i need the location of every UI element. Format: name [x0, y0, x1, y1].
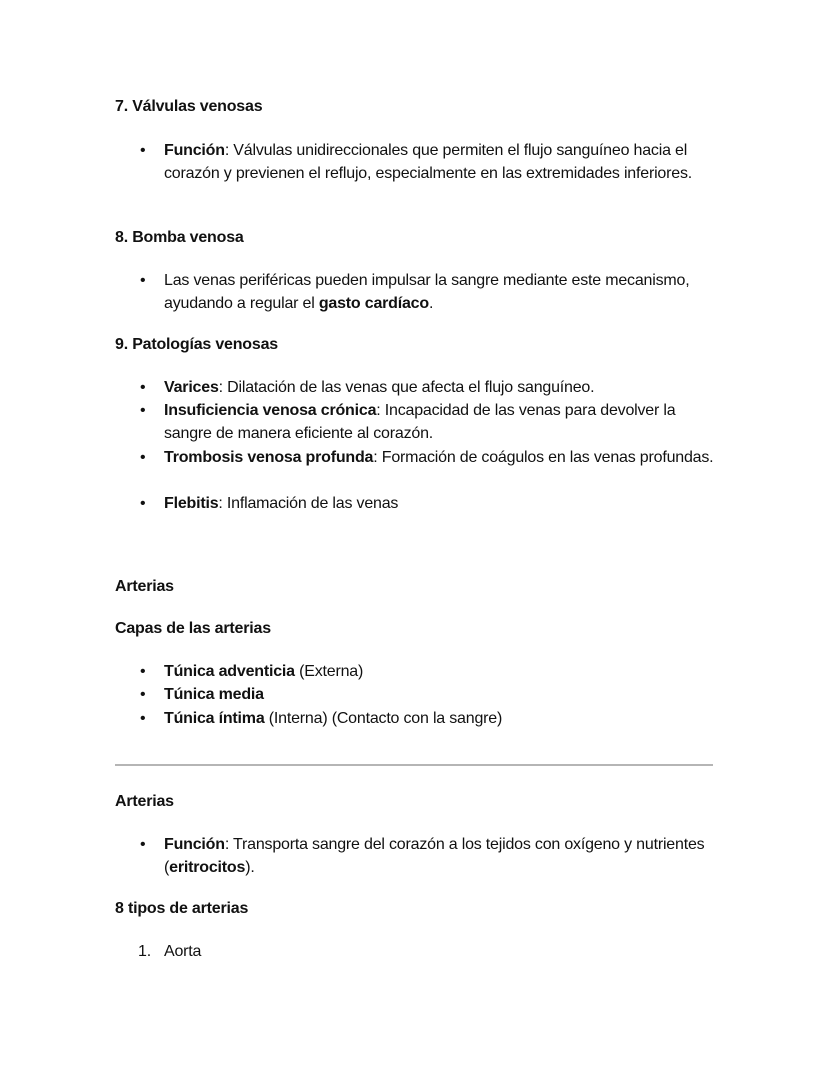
- heading-patologias-venosas: 9. Patologías venosas: [115, 336, 278, 353]
- punctuation: ).: [245, 859, 255, 876]
- list-item-trombosis: [140, 446, 724, 469]
- bullet-icon: •: [140, 686, 146, 703]
- heading-arterias-2: Arterias: [115, 793, 174, 810]
- bullet-icon: •: [140, 495, 146, 512]
- bullet-icon: •: [140, 663, 146, 680]
- numbered-item-aorta: [138, 940, 724, 963]
- list-item-varices: [140, 376, 724, 399]
- term: Función: [164, 836, 225, 853]
- item-text: Aorta: [164, 943, 202, 960]
- description: : Incapacidad de las venas para devolver la sangre de manera eficiente al corazón.: [164, 402, 676, 442]
- term: Insuficiencia venosa crónica: [164, 402, 377, 419]
- term: Trombosis venosa profunda: [164, 449, 374, 466]
- list-item-insuficiencia: [140, 399, 724, 445]
- heading-tipos-arterias: 8 tipos de arterias: [115, 900, 249, 917]
- list-number: 1.: [138, 943, 151, 960]
- bullet-icon: •: [140, 449, 146, 466]
- bullet-icon: •: [140, 272, 146, 289]
- list-item-tunica-media: [140, 683, 724, 706]
- term: Varices: [164, 379, 219, 396]
- list-item-bomba: [140, 269, 724, 315]
- list-item-flebitis: [140, 492, 724, 515]
- heading-bomba-venosa: 8. Bomba venosa: [115, 229, 244, 246]
- bullet-icon: •: [140, 142, 146, 159]
- description: (Externa): [294, 663, 364, 680]
- term: Función: [164, 142, 225, 159]
- description: : Formación de coágulos en las venas profundas.: [373, 449, 714, 466]
- list-item-tunica-intima: [140, 707, 724, 730]
- horizontal-divider: [115, 764, 713, 766]
- term: Flebitis: [164, 495, 219, 512]
- description: Las venas periféricas pueden impulsar la sangre mediante este mecanismo, ayudando a regular el: [164, 272, 690, 312]
- bullet-icon: •: [140, 836, 146, 853]
- heading-capas-arterias: Capas de las arterias: [115, 620, 271, 637]
- description: : Transporta sangre del corazón a los tejidos con oxígeno y nutrientes (: [164, 836, 705, 876]
- bullet-icon: •: [140, 379, 146, 396]
- description: : Inflamación de las venas: [218, 495, 399, 512]
- heading-valvulas-venosas: 7. Válvulas venosas: [115, 98, 263, 115]
- bullet-icon: •: [140, 402, 146, 419]
- heading-arterias: Arterias: [115, 578, 174, 595]
- punctuation: .: [428, 295, 434, 312]
- description: (Interna) (Contacto con la sangre): [264, 710, 503, 727]
- list-item-funcion-arterias: [140, 833, 724, 879]
- term: Túnica íntima: [164, 710, 265, 727]
- term: gasto cardíaco: [318, 295, 429, 312]
- description: : Válvulas unidireccionales que permiten el flujo sanguíneo hacia el corazón y previenen el reflujo, especialmente en las extremidades inferiores.: [164, 142, 692, 182]
- list-item-funcion-valvulas: [140, 139, 724, 185]
- bullet-icon: •: [140, 710, 146, 727]
- term-eritrocitos: eritrocitos: [169, 859, 246, 876]
- term: Túnica adventicia: [164, 663, 295, 680]
- list-item-tunica-adventicia: [140, 660, 724, 683]
- term: Túnica media: [164, 686, 264, 703]
- description: : Dilatación de las venas que afecta el flujo sanguíneo.: [218, 379, 595, 396]
